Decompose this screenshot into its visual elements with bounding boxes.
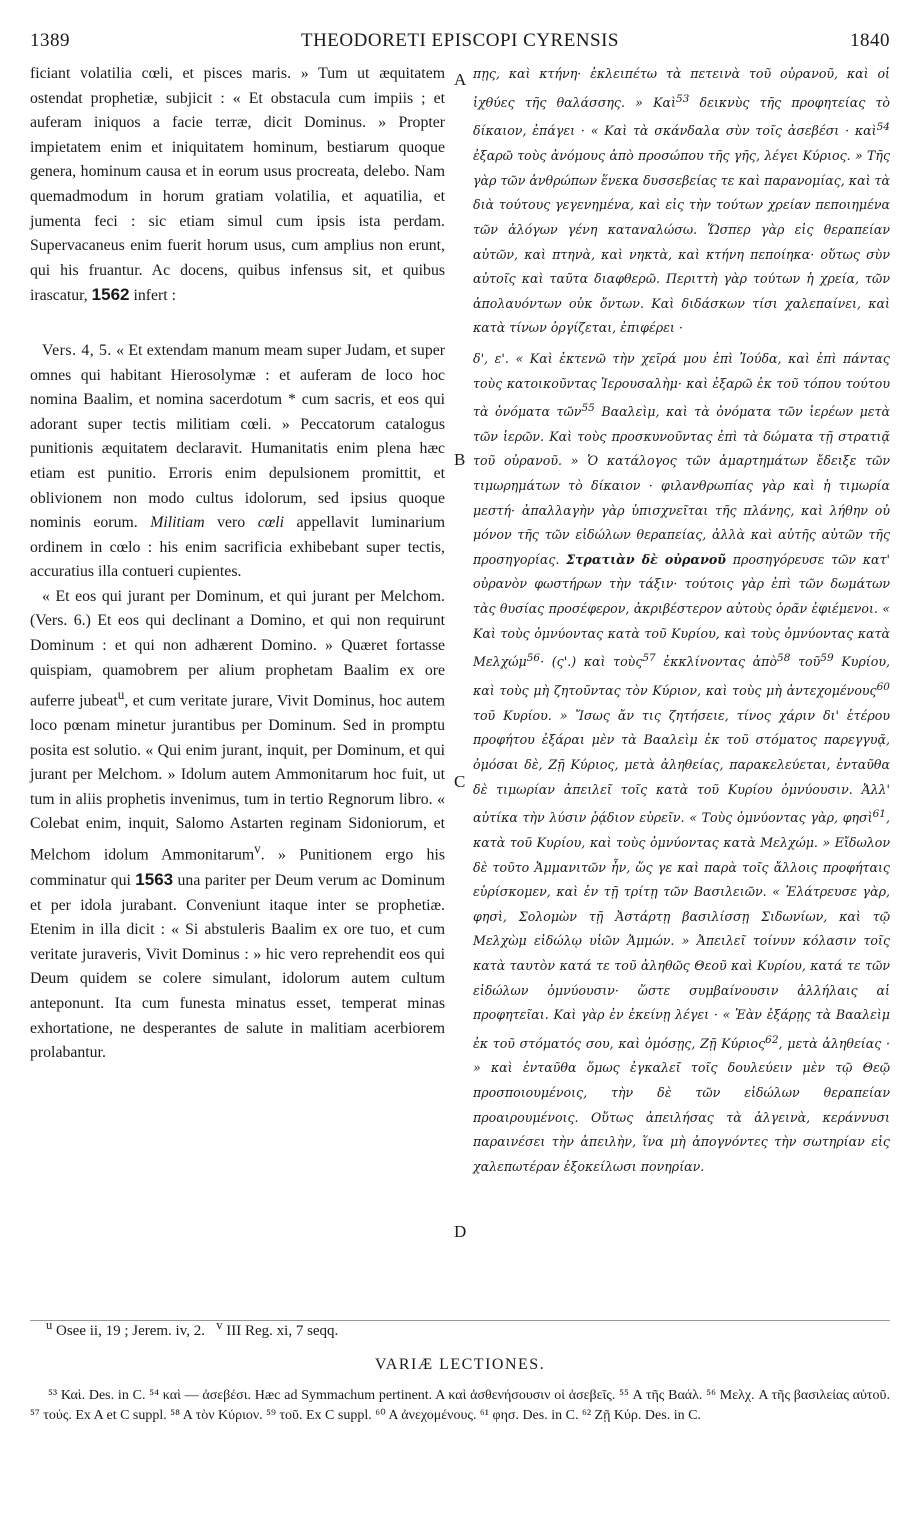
latin-text: infert : xyxy=(133,287,176,305)
greek-text: ἐξαρῶ τοὺς ἀνόμους ἀπὸ προσώπου τῆς γῆς, λέγει Κύριος. » Τῆς γὰρ τῶν ἀνθρώπων ἕνεκα δυσσεβείας τε καὶ παρανομίας, καὶ τὰ διὰ τούτους γεγενημένα, καὶ εἰς τὴν τούτων χρείαν πεποιημένα τῶν ἀλόγων γένη καταναλώσω. Ὥσπερ γὰρ εἰς θεραπείαν αὐτῶν, καὶ πτηνὰ, καὶ νηκτὰ, καὶ κτήνη πεποίηκα· οὕτως σὺν αὐτοῖς καὶ ταῦτα διαφθερῶ. Περιττὴ γὰρ τούτων ἡ χρεία, τῶν ἀπολαυόντων οὐκ ὄντων. Καὶ διδάσκων τίσι χαλεπαίνει, καὶ κατὰ τίνων ὀργίζεται, ἐπιφέρει · xyxy=(473,148,890,336)
footnote-ref: 56 xyxy=(526,652,541,665)
footnote-ref: 58 xyxy=(777,652,791,665)
running-title: THEODORETI EPISCOPI CYRENSIS xyxy=(300,30,620,51)
latin-italic: Militiam xyxy=(150,514,205,532)
greek-column xyxy=(473,62,890,1275)
latin-text: « Et extendam manum meam super Judam, et super omnes qui habitant Hierosolymæ : et auferam de loco hoc nomina Baalim, et nomina sacerdotum * cum sacris, et eos qui adorant super tectis militiam cœli. » Peccatorum catalogus punitionis æquitatem declaravit. Humanitatis enim plena hæc etiam est punitio. Erroris enim depulsionem promittit, et oblivionem non modo cultus idolorum, sed ipsius quoque nominis eorum. xyxy=(30,341,445,532)
greek-emphasis: Στρατιὰν δὲ οὐρανοῦ xyxy=(566,551,726,567)
page-number-right: 1840 xyxy=(850,30,890,51)
latin-text: , et cum veritate jurare, Vivit Dominus, hoc autem loco pœnam minetur jurantibus per Dominum. Sed in promptu posita est solutio. « Qui enim jurant, inquit, per Dominum, et qui jurant per Melchom. » Idolum autem Ammonitarum hoc fuit, ut tum in aliis prophetis invenimus, tum in tertio Regnorum libro. « Colebat enim, inquit, Salomo Astarten reginam Sidoniorum, et Melchom idolum Ammonitarum xyxy=(30,692,445,864)
footnote-ref: v xyxy=(254,841,261,857)
footnote-mark: u xyxy=(46,1318,53,1332)
footnote-ref: 60 xyxy=(876,681,890,693)
greek-paragraph xyxy=(473,62,890,341)
latin-paragraph xyxy=(30,585,445,1066)
greek-text: πῃς, καὶ κτήνη· ἐκλειπέτω τὰ πετεινὰ τοῦ οὐρανοῦ, καὶ οἱ ἰχθύες τῆς θαλάσσης. » Καὶ xyxy=(473,66,890,110)
latin-paragraph xyxy=(30,62,445,309)
latin-text: « Et eos qui jurant per Dominum, et qui jurant per Melchom. (Vers. 6.) Et eos qui declinant a Domino, et qui non requirunt Dominum : et qui non adhærent Domino. » Quæret fortasse quispiam, quamobrem per alium prophetam Baalim ex ore auferre jubeat xyxy=(30,587,445,710)
running-header xyxy=(30,30,890,58)
margin-letter-d: D xyxy=(454,1222,467,1241)
greek-text: δεικνὺς τῆς προφητείας τὸ δίκαιον, ἐπάγει · « Καὶ τὰ σκάνδαλα σὺν τοῖς ἀσεβέσι · καὶ xyxy=(473,94,891,139)
page-number-left: 1389 xyxy=(30,30,70,51)
footnote-text: Osee ii, 19 ; Jerem. iv, 2. xyxy=(56,1323,205,1339)
greek-text: , κατὰ τοῦ Κυρίου, καὶ τοὺς ὀμνύοντας κατὰ Μελχώμ. » Εἴδωλον δὲ τοῦτο Ἀμμανιτῶν ἦν, ὥς γε καὶ παρὰ τοῖς ἄλλοις προφήταις εὑρίσκομεν, καὶ ἐν τῇ τρίτῃ τῶν Βασιλειῶν. « Ἐλάτρευσε γὰρ, φησὶ, Σολομὼν τῇ Ἀστάρτῃ βασιλίσσῃ Σιδωνίων, καὶ τῷ Μελχὼμ εἰδώλῳ υἱῶν Ἀμμών. » Ἀπειλεῖ τοίνυν κόλασιν τοῖς κατὰ ταυτὸν κατά τε τοῦ ἀληθῶς Θεοῦ καὶ Κυρίου, κατά τε τῶν εἰδώλων ὀμνύουσιν· ὥστε συμβαίνουσιν ἀλλήλαις αἱ προφητεῖαι. Καὶ γὰρ ἐν ἐκείνῃ λέγει · « Ἐὰν ἐξάρῃς τὰ Βααλεὶμ ἐκ τοῦ στόματός σου, καὶ ὀμόσῃς, Ζῇ Κύριος xyxy=(473,810,890,1051)
footnote-ref: 54 xyxy=(876,121,890,134)
greek-text: « Καὶ τοὺς ὀμνύοντας κατὰ τοῦ Κυρίου, καὶ τοὺς ὀμνύοντας κατὰ Μελχώμ xyxy=(473,601,890,670)
latin-italic: cœli xyxy=(257,514,285,532)
page-marker: 1563 xyxy=(135,869,174,889)
greek-text: , μετὰ ἀληθείας · » καὶ ἐνταῦθα ὅμως ἐγκαλεῖ τοῖς δουλεύειν μὲν τῷ Θεῷ προσποιουμένοις, τὴν δὲ τῶν εἰδώλων θεραπείαν προαιρουμένοις. Οὕτως ἀπειλήσας τὰ ἀλγεινὰ, κεράννυσι παραινέσει τὴν ἀπειλὴν, ἵνα μὴ ἀπογνόντες τὴν σωτηρίαν εἰς χαλεπωτέραν ἐξοκείλωσι πονηρίαν. xyxy=(473,1035,890,1174)
verse-ref: Vers. 4, 5. xyxy=(42,341,112,359)
two-column-body xyxy=(30,62,890,1275)
greek-text: Κυρίου, καὶ τοὺς μὴ ζητοῦντας τὸν Κύριον, καὶ τοὺς μὴ ἀντεχομένους xyxy=(473,654,890,699)
footnote-ref: 59 xyxy=(820,652,834,665)
latin-text: appellavit luminarium ordinem in cœlo : his enim sacrificia exhibebant super tectis, accuratius illa contueri cupientes. xyxy=(30,514,446,581)
footnote-ref: 61 xyxy=(872,808,886,821)
greek-paragraph xyxy=(473,347,890,1180)
variae-text: ⁵³ Καὶ. Des. in C. ⁵⁴ καὶ — ἀσεβέσι. Hæc ad Symmachum pertinent. A καὶ ἀσθενήσουσιν οἱ ἀσεβεῖς. ⁵⁵ A τῆς Βαάλ. ⁵⁶ Μελχ. A τῆς βασιλείας αὐτοῦ. ⁵⁷ τούς. Ex A et C suppl. ⁵⁸ A τὸν Κύριον. ⁵⁹ τοῦ. Ex C suppl. ⁶⁰ A ἀνεχομένους. ⁶¹ φησ. Des. in C. ⁶² Ζῇ Κύρ. Des. in C. xyxy=(30,1388,890,1423)
latin-text: . » Punitionem ergo his comminatur qui xyxy=(30,846,445,889)
greek-text: τοῦ Κυρίου. » Ἴσως ἄν τις ζητήσειε, τίνος χάριν δι' ἑτέρου προφήτου ἐξάραι μὲν τὰ Βααλεὶμ ἐκ τοῦ στόματος παρεγγυᾷ, ὀμόσαι δὲ, Ζῇ Κύριος, μετὰ ἀληθείας, παρακελεύεται, ἐνταῦθα δὲ τιμωρίαν ἀπειλεῖ τοῖς κατὰ τοῦ Κυρίου ὀμνύουσιν. Ἀλλ' αὐτίκα τὴν λύσιν ῥᾴδιον εὑρεῖν. « Τοὺς ὀμνύοντας γὰρ, φησὶ xyxy=(473,707,890,826)
variae-heading: VARIÆ LECTIONES. xyxy=(374,1356,546,1373)
footnotes xyxy=(46,1318,338,1340)
footnote-ref: 53 xyxy=(675,92,690,105)
variae-lectiones xyxy=(30,1386,890,1426)
greek-text: Βααλεὶμ, καὶ τὰ ὀνόματα τῶν ἱερέων μετὰ τῶν ἱερῶν. Καὶ τοὺς προσκυνοῦντας ἐπὶ τὰ δώματα τῇ στρατιᾷ τοῦ οὐρανοῦ. » Ὁ κατάλογος τῶν ἁμαρτημάτων ἔδειξε τῶν τιμωρημάτων τὸ δίκαιον · φιλανθρωπίας γὰρ καὶ ἡ τιμωρία μεστή· ἀπαλλαγὴν γὰρ ὑπισχνεῖται τῆς πλάνης, καὶ λήθην οὐ μόνον τῆς τῶν εἰδώλων θεραπείας, ἀλλὰ καὶ αὐτῆς αὐτῶν τῆς προσηγορίας. xyxy=(473,404,890,567)
footnote-ref: 55 xyxy=(581,402,595,415)
greek-text: ἐκκλίνοντας ἀπὸ xyxy=(663,654,778,670)
footnote-mark: v xyxy=(216,1318,223,1332)
footnote-ref: 62 xyxy=(765,1033,779,1046)
margin-letter-b: B xyxy=(454,450,466,469)
greek-text: « Καὶ ἐκτενῶ τὴν χεῖρά μου ἐπὶ Ἰούδα, καὶ ἐπὶ πάντας τοὺς κατοικοῦντας Ἱερουσαλὴμ· καὶ ἐξαρῶ ἐκ τοῦ τόπου τούτου τὰ ὀνόματα τῶν xyxy=(473,350,890,420)
margin-letter-c: C xyxy=(454,772,466,791)
latin-column xyxy=(30,62,445,1275)
verse-ref: δ', ε'. xyxy=(473,350,509,366)
footnote-text: III Reg. xi, 7 seqq. xyxy=(226,1323,339,1339)
greek-text: προσηγόρευσε τῶν κατ' οὐρανὸν φωστήρων τὴν τάξιν· τούτοις γὰρ ἐπὶ τῶν δωμάτων τὰς θυσίας προσέφερον, ἀκριβέστερον αὐτοὺς ὁρᾶν ἐφιέμενοι. xyxy=(473,551,890,617)
footnote-ref: u xyxy=(117,687,125,703)
greek-text: · (ς'.) καὶ τοὺς xyxy=(540,654,643,670)
latin-text: una pariter per Deum verum ac Dominum et per idola jurabant. Conveniunt itaque inter se prophetiæ. Etenim in illa dicit : « Si abstuleris Baalim ex ore tuo, et cum veritate juraveris, Vivit Dominus : » hic vero reprehendit eos qui Deum quidem se colere simulant, idolorum autem cultum anteponunt. Ita cum funesta minatus esset, temperat minas exhortatione, ne desperantes de salute in malitiam acerbiorem prolabantur. xyxy=(30,871,446,1062)
footnote-ref: 57 xyxy=(642,652,656,665)
latin-text: ficiant volatilia cœli, et pisces maris. » Tum ut æquitatem ostendat prophetiæ, subjicit : « Et obstacula cum impiis ; et auferam iniquos a facie terræ, dicit Dominus. » Propter impietatem enim et iniquitatem hominum, bestiarum quoque genera, hominum causa et in eorum usus procreata, delebo. Nam quemadmodum in horum gratiam volatilia, et aquatilia, et jumenta feci : sic etiam simul cum ipsis ista perdam. Supervacaneus enim fuerit horum usus, cum amplius non erunt, qui his fruantur. Ac docens, quibus infensus sit, et quibus irascatur, xyxy=(30,65,445,305)
latin-paragraph xyxy=(30,339,445,585)
margin-letter-a: A xyxy=(454,70,467,89)
latin-text: vero xyxy=(217,514,246,532)
page-marker: 1562 xyxy=(91,285,130,305)
greek-text: τοῦ xyxy=(798,654,821,670)
